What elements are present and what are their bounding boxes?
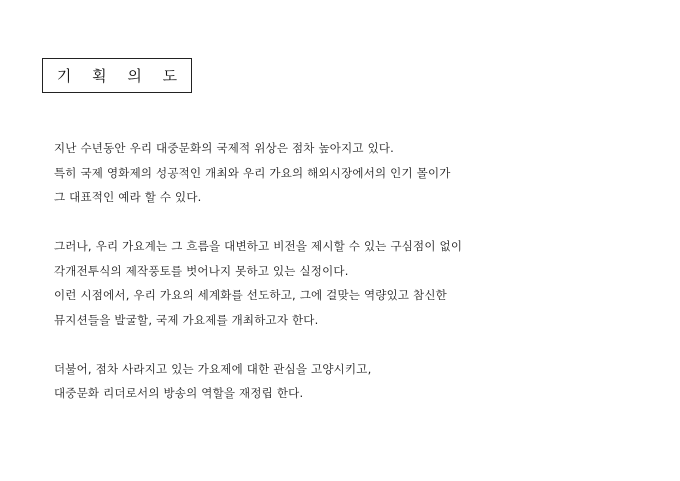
text-line: 이런 시점에서, 우리 가요의 세계화를 선도하고, 그에 걸맞는 역량있고 참신한: [54, 288, 447, 302]
text-line: 대중문화 리더로서의 방송의 역할을 재정립 한다.: [54, 386, 304, 400]
text-line: 각개전투식의 제작풍토를 벗어나지 못하고 있는 실정이다.: [54, 263, 349, 278]
paragraph-3: [54, 357, 654, 406]
text-line: 그 대표적인 예라 할 수 있다.: [54, 190, 202, 204]
body-text: [54, 136, 654, 406]
text-line: 지난 수년동안 우리 대중문화의 국제적 위상은 점차 높아지고 있다.: [54, 141, 395, 155]
paragraph-gap: [54, 210, 654, 235]
text-line: 그러나, 우리 가요계는 그 흐름을 대변하고 비전을 제시할 수 있는 구심점이 없이: [54, 239, 463, 253]
title-box: [42, 58, 192, 93]
paragraph-gap: [54, 332, 654, 357]
page-title: 기 획 의 도: [56, 67, 186, 85]
text-line: 특히 국제 영화제의 성공적인 개최와 우리 가요의 해외시장에서의 인기 몰이가: [54, 165, 451, 180]
paragraph-1: [54, 136, 654, 210]
text-line: 더불어, 점차 사라지고 있는 가요제에 대한 관심을 고양시키고,: [54, 361, 372, 376]
text-line: 뮤지션들을 발굴할, 국제 가요제를 개최하고자 한다.: [54, 312, 319, 327]
paragraph-2: [54, 234, 654, 332]
